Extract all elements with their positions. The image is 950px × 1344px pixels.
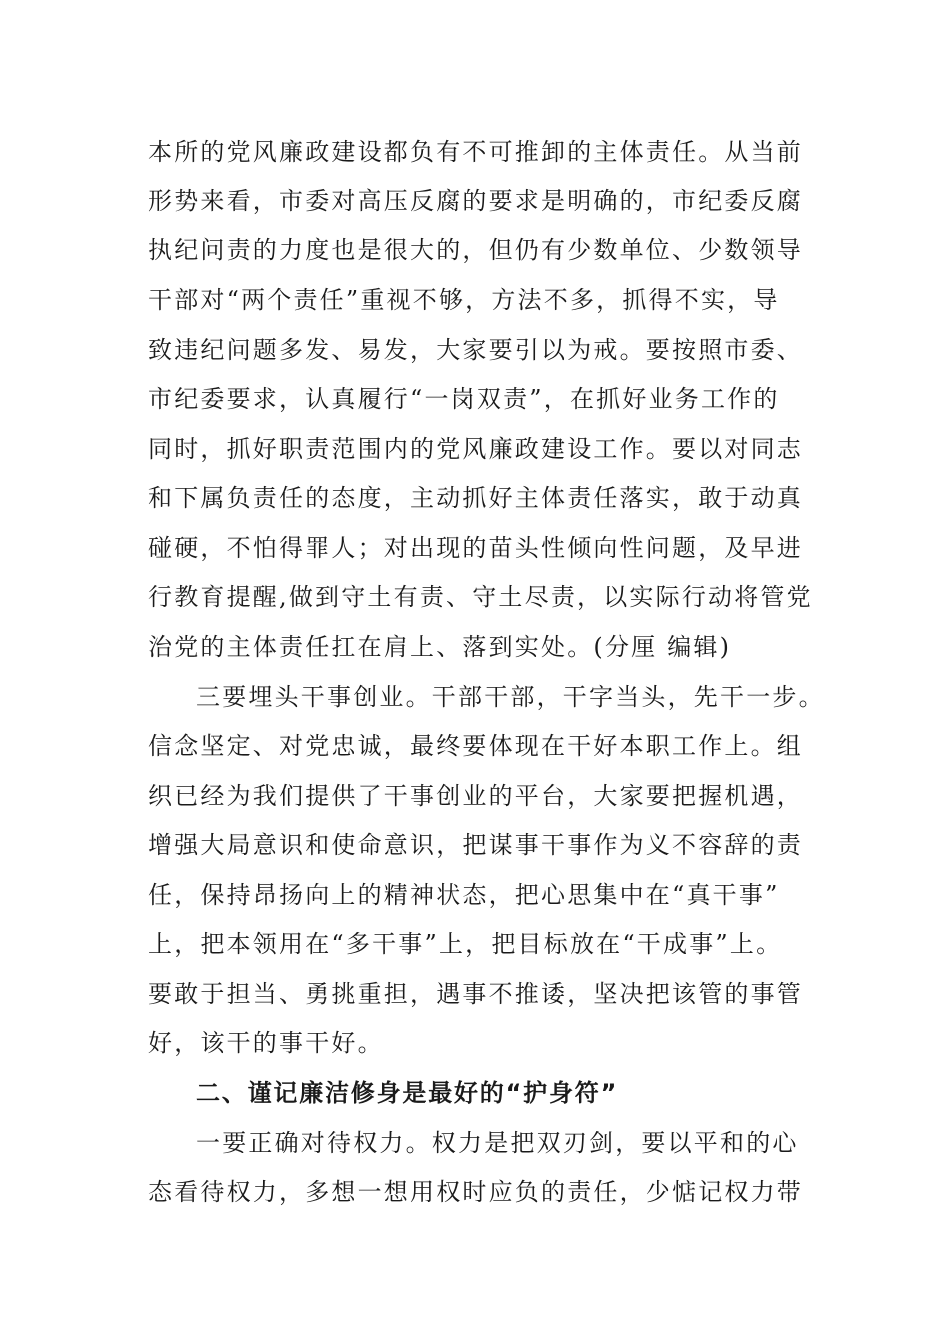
text-line: 要敢于担当、勇挑重担，遇事不推诿，坚决把该管的事管 <box>148 980 803 1008</box>
text-line: 市纪委要求，认真履行“一岗双责”，在抓好业务工作的 <box>148 385 780 413</box>
text-line: 信念坚定、对党忠诚，最终要体现在干好本职工作上。组 <box>148 732 803 760</box>
text-line: 态看待权力，多想一想用权时应负的责任，少惦记权力带 <box>148 1178 803 1206</box>
text-line: 行教育提醒,做到守土有责、守土尽责，以实际行动将管党 <box>148 583 813 611</box>
text-line: 执纪问责的力度也是很大的，但仍有少数单位、少数领导 <box>148 236 803 264</box>
text-line: 干部对“两个责任”重视不够，方法不多，抓得不实，导 <box>148 286 780 314</box>
text-line: 上，把本领用在“多干事”上，把目标放在“干成事”上。 <box>148 930 783 958</box>
section-heading: 二、谨记廉洁修身是最好的“护身符” <box>196 1079 619 1107</box>
text-line: 同时，抓好职责范围内的党风廉政建设工作。要以对同志 <box>148 435 803 463</box>
text-line: 本所的党风廉政建设都负有不可推卸的主体责任。从当前 <box>148 138 803 166</box>
text-line: 治党的主体责任扛在肩上、落到实处。(分厘 编辑) <box>148 633 732 661</box>
text-line: 好，该干的事干好。 <box>148 1029 384 1057</box>
paragraph-start-line: 三要埋头干事创业。干部干部，干字当头，先干一步。 <box>196 683 825 711</box>
text-line: 形势来看，市委对高压反腐的要求是明确的，市纪委反腐 <box>148 187 803 215</box>
paragraph-start-line: 一要正确对待权力。权力是把双刃剑，要以平和的心 <box>196 1129 799 1157</box>
text-line: 任，保持昂扬向上的精神状态，把心思集中在“真干事” <box>148 881 780 909</box>
text-line: 碰硬，不怕得罪人；对出现的苗头性倾向性问题，及早进 <box>148 534 803 562</box>
text-line: 增强大局意识和使命意识，把谋事干事作为义不容辞的责 <box>148 831 803 859</box>
text-line: 和下属负责任的态度，主动抓好主体责任落实，敢于动真 <box>148 484 803 512</box>
text-line: 织已经为我们提供了干事创业的平台，大家要把握机遇， <box>148 782 803 810</box>
text-line: 致违纪问题多发、易发，大家要引以为戒。要按照市委、 <box>148 336 803 364</box>
